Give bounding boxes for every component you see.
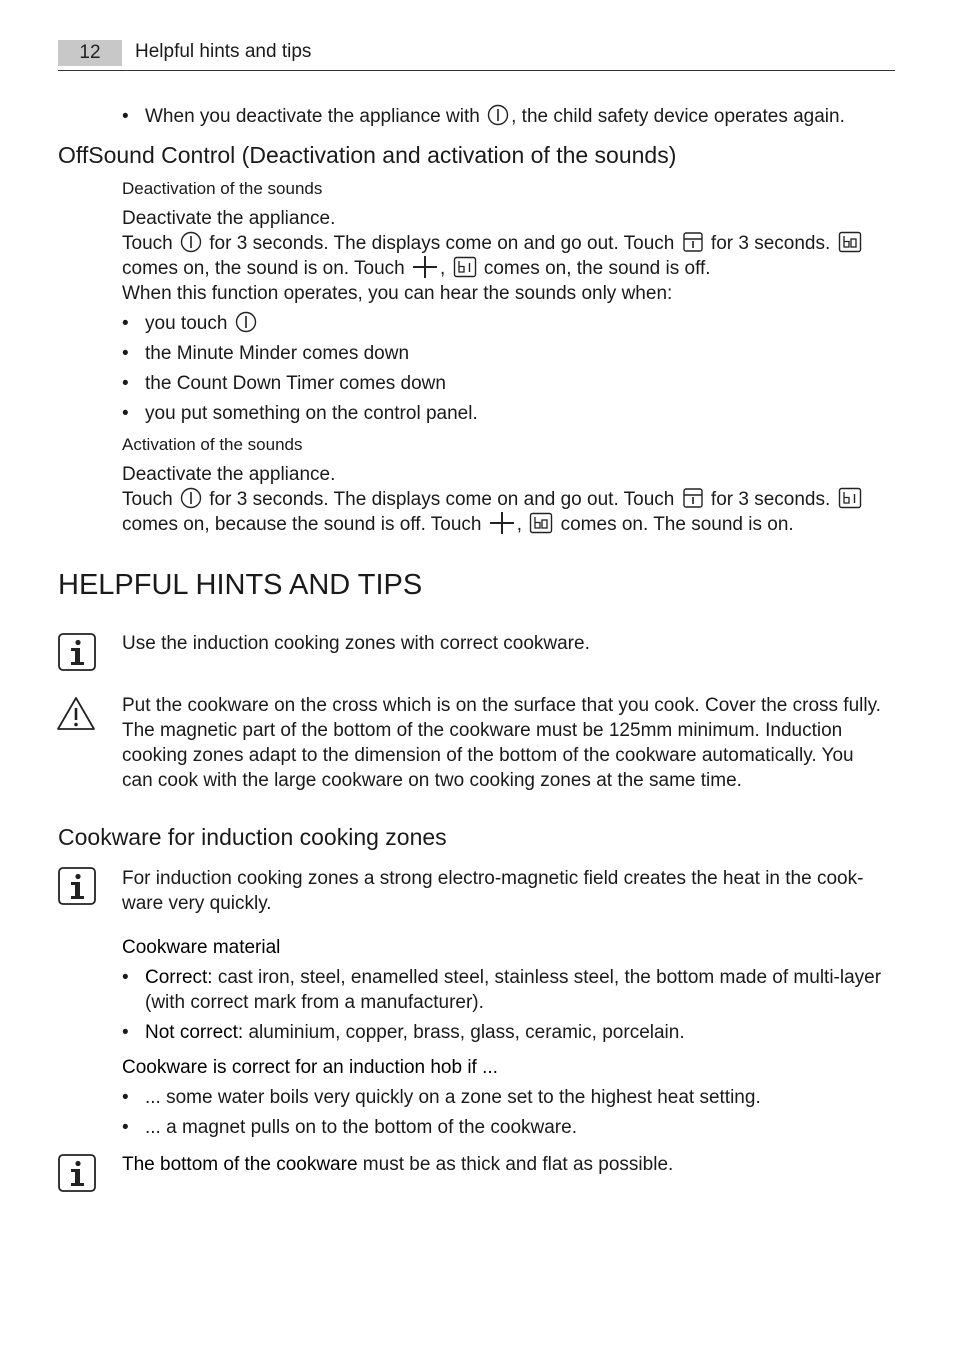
header-divider xyxy=(58,70,895,71)
text: Touch xyxy=(122,489,173,510)
correct-line-1 xyxy=(145,965,881,990)
correct-if-bullet-1: ... some water boils very quickly on a zone set to the highest heat setting. xyxy=(145,1087,761,1108)
correct-line-2: (with correct mark from a manufacturer). xyxy=(145,992,484,1013)
bottom-info-line xyxy=(122,1152,673,1177)
bullet-dot: • xyxy=(122,403,129,424)
cookware-info-line-2: ware very quickly. xyxy=(122,893,272,914)
power-icon xyxy=(487,104,509,126)
lock-icon xyxy=(682,231,704,253)
text: comes on. The sound is on. xyxy=(560,514,794,535)
bullet-dot: • xyxy=(122,106,129,127)
cookware-heading: Cookware for induction cooking zones xyxy=(58,824,447,850)
activation-subheading: Activation of the sounds xyxy=(122,435,303,454)
activation-line1: Deactivate the appliance. xyxy=(122,464,336,485)
intro-after: , the child safety device operates again. xyxy=(511,106,845,127)
warning-line-4: can cook with the large cookware on two cooking zones at the same time. xyxy=(122,770,742,791)
deactivation-subheading: Deactivation of the sounds xyxy=(122,179,323,198)
text: , xyxy=(440,258,446,279)
activation-line2 xyxy=(122,487,864,512)
offsound-heading: OffSound Control (Deactivation and activation of the sounds) xyxy=(58,142,677,168)
deactivation-line4: When this function operates, you can hear the sounds only when: xyxy=(122,283,673,304)
intro-bullet-text xyxy=(145,104,845,129)
text: for 3 seconds. The displays come on and go out. Touch xyxy=(209,489,675,510)
text: , xyxy=(516,514,523,535)
info-text-1: Use the induction cooking zones with correct cookware. xyxy=(122,633,590,654)
bottom-label: The bottom of the cookware xyxy=(122,1154,358,1175)
display-b0-icon xyxy=(529,512,553,534)
text: must be as thick and flat as possible. xyxy=(362,1154,674,1175)
text: comes on, the sound is off. xyxy=(483,258,711,279)
text: for 3 seconds. xyxy=(710,489,831,510)
bullet-dot: • xyxy=(122,1022,129,1043)
text: comes on, the sound is on. Touch xyxy=(122,258,405,279)
not-correct-line xyxy=(145,1020,685,1045)
warning-line-3: cooking zones adapt to the dimension of the bottom of the cookware automatically. You xyxy=(122,745,854,766)
display-b0-icon xyxy=(838,231,862,253)
warning-line-2: The magnetic part of the bottom of the cookware must be 125mm minimum. Induction xyxy=(122,720,843,741)
text: for 3 seconds. The displays come on and go out. Touch xyxy=(209,233,675,254)
text: Touch xyxy=(122,233,173,254)
not-correct-label: Not correct: xyxy=(145,1022,244,1043)
power-icon xyxy=(180,231,202,253)
correct-label: Correct: xyxy=(145,967,213,988)
info-icon xyxy=(58,1154,96,1192)
activation-line3 xyxy=(122,512,794,537)
plus-icon xyxy=(412,256,438,278)
deactivation-bullet-3: the Count Down Timer comes down xyxy=(145,373,446,394)
bullet-dot: • xyxy=(122,373,129,394)
cookware-material-heading: Cookware material xyxy=(122,937,281,958)
deactivation-bullet-4: you put something on the control panel. xyxy=(145,403,478,424)
warning-line-1: Put the cookware on the cross which is on the surface that you cook. Cover the cross fully. xyxy=(122,695,881,716)
display-b1-icon xyxy=(838,487,862,509)
deactivation-bullet-1 xyxy=(145,311,259,336)
bullet-dot: • xyxy=(122,1087,129,1108)
text: comes on, because the sound is off. Touch xyxy=(122,514,482,535)
correct-if-heading: Cookware is correct for an induction hob if ... xyxy=(122,1057,498,1078)
page-number: 12 xyxy=(58,40,122,66)
running-header: Helpful hints and tips xyxy=(135,41,312,62)
section-heading: HELPFUL HINTS AND TIPS xyxy=(58,569,423,601)
plus-icon xyxy=(489,512,515,534)
text: for 3 seconds. xyxy=(710,233,831,254)
deactivation-bullet-2: the Minute Minder comes down xyxy=(145,343,410,364)
correct-if-bullet-2: ... a magnet pulls on to the bottom of the cookware. xyxy=(145,1117,577,1138)
cookware-info-line-1: For induction cooking zones a strong electro-magnetic field creates the heat in the cook- xyxy=(122,868,864,889)
bullet-dot: • xyxy=(122,343,129,364)
power-icon xyxy=(180,487,202,509)
info-icon xyxy=(58,633,96,671)
text: aluminium, copper, brass, glass, ceramic, porcelain. xyxy=(248,1022,685,1043)
intro-before: When you deactivate the appliance with xyxy=(145,106,480,127)
deactivation-line3 xyxy=(122,256,711,281)
info-icon xyxy=(58,867,96,905)
warning-icon xyxy=(56,696,96,732)
text: cast iron, steel, enamelled steel, stainless steel, the bottom made of multi-layer xyxy=(217,967,882,988)
text: you touch xyxy=(145,313,228,334)
bullet-dot: • xyxy=(122,313,129,334)
lock-icon xyxy=(682,487,704,509)
deactivation-line2 xyxy=(122,231,864,256)
bullet-dot: • xyxy=(122,967,129,988)
display-b1-icon xyxy=(453,256,477,278)
power-icon xyxy=(235,311,257,333)
bullet-dot: • xyxy=(122,1117,129,1138)
deactivation-line1: Deactivate the appliance. xyxy=(122,208,336,229)
